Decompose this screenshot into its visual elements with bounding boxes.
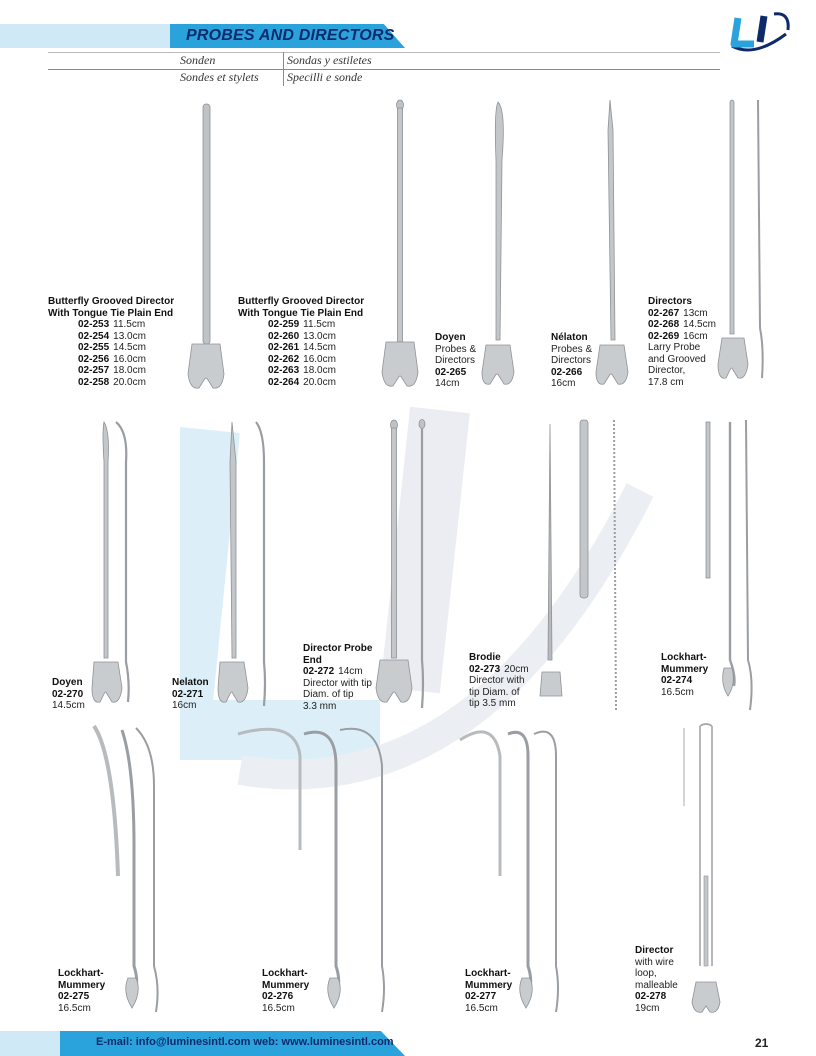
item-size: 19cm [635, 1002, 660, 1014]
director-probe-block [303, 643, 372, 712]
product-desc-line: Director with tip [303, 677, 372, 689]
product-name: Doyen [52, 677, 83, 688]
butterfly-2-block [238, 296, 364, 388]
item-size: 20.0cm [113, 376, 146, 388]
item-code: 02-258 [78, 376, 110, 388]
header-rule-top [48, 52, 720, 53]
product-name: Nelaton [172, 677, 209, 688]
item-code: 02-265 [435, 366, 467, 378]
item-size: 14cm [435, 378, 460, 389]
butterfly-director-image-1 [186, 104, 226, 394]
item-size: 13cm [683, 307, 708, 319]
product-name-line: Mummery [465, 979, 513, 991]
lockhart-276-block [262, 968, 309, 1014]
item-size: 14.5cm [52, 700, 85, 711]
item-size: 13.0cm [113, 330, 146, 342]
item-size: 14cm [338, 666, 363, 677]
item-size: 16.5cm [661, 686, 694, 698]
product-desc-line: malleable [635, 979, 678, 991]
item-code: 02-273 [469, 663, 501, 675]
item-size: 16.0cm [113, 353, 146, 365]
item-size: 16cm [172, 700, 197, 711]
item-size: 14.5cm [303, 342, 336, 353]
item-code: 02-254 [78, 330, 110, 342]
lang-spanish: Sondas y estiletes [287, 53, 372, 67]
brodie-block [469, 652, 529, 710]
item-code: 02-256 [78, 353, 110, 365]
lockhart-274-block [661, 652, 708, 698]
product-name-line: End [303, 654, 322, 666]
item-code: 02-262 [268, 353, 300, 365]
item-size: 20.0cm [303, 376, 336, 388]
item-code: 02-266 [551, 366, 583, 378]
doyen-1-block [435, 332, 476, 390]
butterfly-director-image-2 [380, 100, 420, 392]
item-size: 18.0cm [113, 365, 146, 376]
item-size: 18.0cm [303, 365, 336, 376]
product-name-line: Mummery [661, 663, 709, 675]
item-code: 02-261 [268, 342, 300, 353]
lang-italian: Specilli e sonde [287, 70, 363, 84]
item-size: 16cm [683, 330, 708, 342]
item-code: 02-263 [268, 365, 300, 376]
product-desc-line: Probes & [551, 343, 593, 355]
product-name: Doyen [435, 332, 466, 343]
item-code: 02-276 [262, 991, 294, 1002]
product-desc-line: 3.3 mm [303, 700, 337, 712]
product-desc-line: tip 3.5 mm [469, 698, 516, 709]
lang-french: Sondes et stylets [180, 70, 259, 84]
nelaton-probe-image-1 [596, 100, 636, 390]
product-name-line: Lockhart- [262, 968, 308, 979]
item-size: 16.5cm [58, 1002, 91, 1014]
lockhart-275-block [58, 968, 105, 1014]
product-name-line: Mummery [58, 979, 106, 991]
item-size: 16.5cm [465, 1002, 498, 1014]
item-code: 02-260 [268, 330, 300, 342]
product-name-line: Mummery [262, 979, 310, 991]
item-code: 02-253 [78, 319, 110, 330]
product-name-line: Lockhart- [465, 968, 511, 979]
nelaton-1-block [551, 332, 592, 390]
item-code: 02-255 [78, 342, 110, 353]
item-code: 02-267 [648, 307, 680, 319]
item-code: 02-270 [52, 688, 84, 700]
product-desc-line: Directors [551, 355, 592, 366]
page-title: PROBES AND DIRECTORS [186, 27, 395, 44]
doyen-probe-image-1 [480, 100, 520, 390]
item-size: 20cm [504, 663, 529, 675]
directors-block [648, 296, 716, 388]
lockhart-mummery-image-276 [236, 726, 396, 1016]
item-code: 02-257 [78, 365, 110, 376]
product-name-line: Butterfly Grooved Director [238, 296, 365, 307]
item-code: 02-264 [268, 376, 300, 388]
item-code: 02-268 [648, 319, 680, 330]
footer-contact: E-mail: info@luminesintl.com web: www.luminesintl.com [96, 1036, 394, 1048]
item-size: 13.0cm [303, 330, 336, 342]
item-size: 14.5cm [113, 342, 146, 353]
product-desc-line: Probes & [435, 343, 477, 355]
product-name-line: With Tongue Tie Plain End [238, 307, 364, 319]
item-size: 14.5cm [683, 319, 716, 330]
lockhart-277-block [465, 968, 512, 1014]
item-code: 02-272 [303, 666, 335, 677]
director-wire-loop-image [680, 726, 730, 1016]
product-desc-line: loop, [635, 968, 657, 979]
item-size: 11.5cm [113, 319, 146, 330]
product-desc-line: Diam. of tip [303, 689, 354, 700]
lockhart-mummery-image-274 [700, 420, 760, 714]
product-name: Director [635, 945, 674, 956]
directors-image [722, 98, 782, 388]
director-probe-end-image [380, 420, 430, 714]
product-desc-line: with wire [635, 956, 674, 968]
item-code: 02-259 [268, 319, 300, 330]
product-desc-line: and Grooved [648, 353, 706, 365]
item-code: 02-269 [648, 330, 680, 342]
product-desc-line: Director, [648, 365, 686, 376]
nelaton-probe-image-2 [226, 422, 276, 712]
lang-german: Sonden [180, 53, 216, 67]
product-name-line: With Tongue Tie Plain End [48, 307, 174, 319]
item-size: 16.0cm [303, 353, 336, 365]
product-name-line: Butterfly Grooved Director [48, 296, 175, 307]
language-divider [283, 52, 284, 86]
doyen-2-block [52, 677, 85, 712]
product-desc-line: 17.8 cm [648, 376, 684, 388]
product-name-line: Lockhart- [58, 968, 104, 979]
product-desc-line: Directors [435, 355, 476, 366]
header-rule [48, 69, 720, 70]
product-name-line: Director Probe [303, 643, 373, 654]
brodie-director-image [540, 420, 630, 714]
item-code: 02-278 [635, 991, 667, 1002]
doyen-probe-image-2 [96, 422, 146, 712]
product-name: Directors [648, 296, 692, 307]
item-code: 02-274 [661, 675, 693, 686]
item-code: 02-275 [58, 991, 90, 1002]
director-278-block [635, 945, 678, 1014]
product-name: Brodie [469, 652, 501, 663]
item-code: 02-277 [465, 991, 497, 1002]
item-code: 02-271 [172, 688, 204, 700]
page-number: 21 [755, 1036, 769, 1050]
item-size: 11.5cm [303, 319, 336, 330]
product-name-line: Lockhart- [661, 652, 707, 663]
product-desc-line: Director with [469, 675, 525, 686]
item-size: 16.5cm [262, 1002, 295, 1014]
product-desc-line: tip Diam. of [469, 686, 520, 698]
product-desc-line: Larry Probe [648, 342, 701, 353]
product-name: Nélaton [551, 332, 588, 343]
nelaton-2-block [172, 677, 209, 712]
item-size: 16cm [551, 378, 576, 389]
butterfly-1-block [48, 296, 174, 388]
brand-logo [724, 8, 794, 58]
